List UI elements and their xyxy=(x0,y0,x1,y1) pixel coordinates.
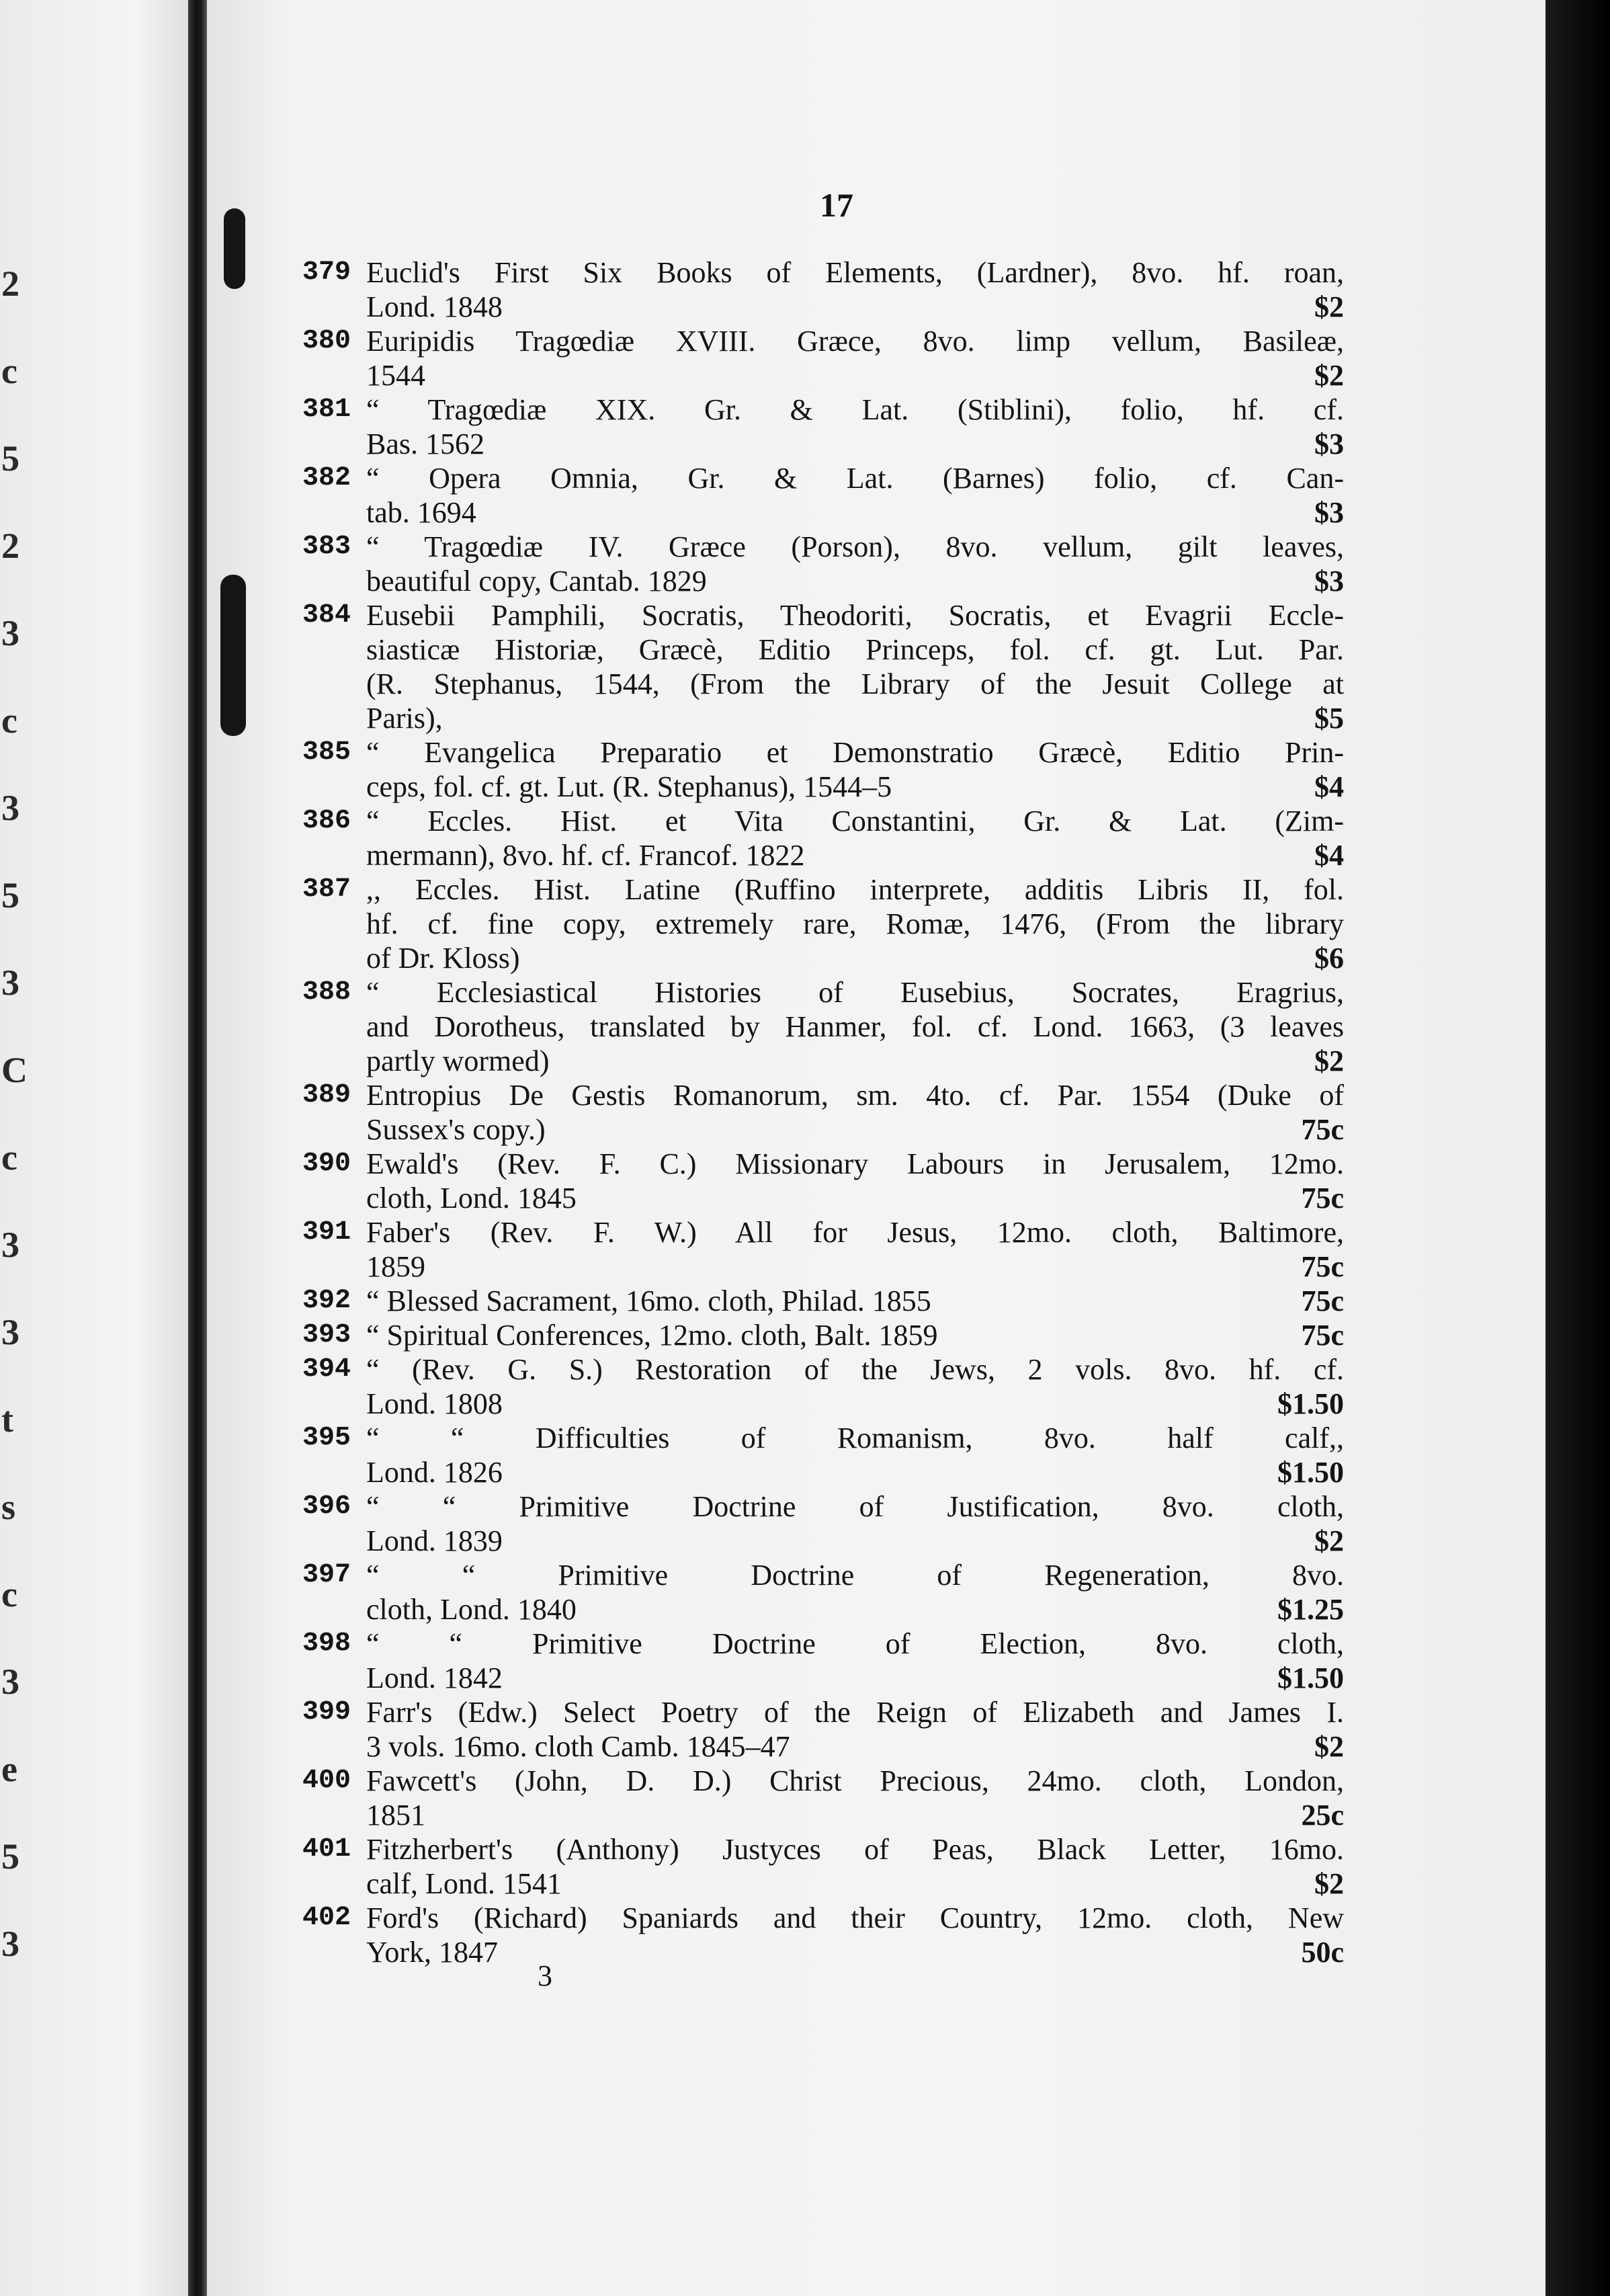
entry-last-text: 1859 xyxy=(366,1250,425,1283)
entry-text-line: “ “ Primitive Doctrine of Justification, 8vo. cloth, xyxy=(366,1490,1344,1523)
entry-last-text: mermann), 8vo. hf. cf. Francof. 1822 xyxy=(366,839,805,872)
entry-last-text: beautiful copy, Cantab. 1829 xyxy=(366,565,707,598)
entry-price: $2 xyxy=(1314,1730,1344,1763)
entry-number: 392 xyxy=(302,1286,351,1316)
catalog-entry xyxy=(302,1284,1344,1318)
entry-price: $1.50 xyxy=(1277,1456,1344,1489)
entry-text-line: “ Tragœdiæ IV. Græce (Porson), 8vo. vellum, gilt leaves, xyxy=(366,530,1344,563)
entry-number: 399 xyxy=(302,1697,351,1727)
catalog-entry xyxy=(302,461,1344,530)
entry-price: $1.25 xyxy=(1277,1593,1344,1626)
entry-text-line: Eusebii Pamphili, Socratis, Theodoriti, Socratis, et Evagrii Eccle- xyxy=(366,599,1344,632)
entry-text-line: hf. cf. fine copy, extremely rare, Romæ, 1476, (From the library xyxy=(366,907,1344,940)
entry-text-line: Fitzherbert's (Anthony) Justyces of Peas, Black Letter, 16mo. xyxy=(366,1833,1344,1866)
entry-number: 388 xyxy=(302,977,351,1008)
entry-number: 384 xyxy=(302,600,351,630)
catalog-entry xyxy=(302,1832,1344,1901)
entry-last-text: Paris), xyxy=(366,702,443,735)
entry-last-line xyxy=(366,290,1344,324)
entry-last-line xyxy=(366,1729,1344,1764)
entry-last-line xyxy=(366,1524,1344,1558)
entry-text-line: “ “ Primitive Doctrine of Regeneration, 8vo. xyxy=(366,1559,1344,1592)
facing-page-character: 3 xyxy=(1,788,19,828)
catalog-entry xyxy=(302,1421,1344,1489)
entry-last-text: partly wormed) xyxy=(366,1044,550,1077)
entry-last-line xyxy=(366,941,1344,975)
entry-text-line: and Dorotheus, translated by Hanmer, fol. cf. Lond. 1663, (3 leaves xyxy=(366,1010,1344,1043)
entry-text-line: Farr's (Edw.) Select Poetry of the Reign of Elizabeth and James I. xyxy=(366,1696,1344,1729)
entry-price: 25c xyxy=(1301,1799,1344,1832)
entry-price: $3 xyxy=(1314,496,1344,529)
entry-last-line xyxy=(366,838,1344,872)
entry-last-text: cloth, Lond. 1845 xyxy=(366,1182,577,1215)
catalog-entry xyxy=(302,1901,1344,1969)
entry-last-text: of Dr. Kloss) xyxy=(366,942,520,975)
facing-page-character: c xyxy=(1,1137,17,1178)
catalog-entry xyxy=(302,324,1344,393)
entry-text-line: “ “ Difficulties of Romanism, 8vo. half calf,, xyxy=(366,1422,1344,1454)
facing-page-character: C xyxy=(1,1050,28,1090)
facing-page-character: e xyxy=(1,1749,17,1789)
entry-number: 397 xyxy=(302,1560,351,1590)
catalog-entry xyxy=(302,1078,1344,1147)
entry-last-line xyxy=(366,1318,1344,1352)
entry-last-text: 1851 xyxy=(366,1799,425,1832)
entry-price: 75c xyxy=(1301,1319,1344,1352)
entry-last-line xyxy=(366,1387,1344,1421)
ink-smudge xyxy=(220,575,246,736)
entry-text-line: Faber's (Rev. F. W.) All for Jesus, 12mo. cloth, Baltimore, xyxy=(366,1216,1344,1249)
entry-text-line: Fawcett's (John, D. D.) Christ Precious, 24mo. cloth, London, xyxy=(366,1764,1344,1797)
entry-number: 400 xyxy=(302,1766,351,1796)
entry-number: 394 xyxy=(302,1354,351,1385)
catalog-entry xyxy=(302,530,1344,598)
facing-page-character: 2 xyxy=(1,526,19,566)
entry-price: $2 xyxy=(1314,1867,1344,1900)
catalog-entries xyxy=(302,255,1344,1969)
catalog-entry xyxy=(302,1147,1344,1215)
entry-text-line: ,, Eccles. Hist. Latine (Ruffino interprete, additis Libris II, fol. xyxy=(366,873,1344,906)
entry-text-line: “ Tragœdiæ XIX. Gr. & Lat. (Stiblini), folio, hf. cf. xyxy=(366,393,1344,426)
entry-last-text: “ Blessed Sacrament, 16mo. cloth, Philad. 1855 xyxy=(366,1284,931,1317)
entry-last-line xyxy=(366,1044,1344,1078)
facing-page-edge xyxy=(0,0,195,2296)
catalog-entry xyxy=(302,598,1344,735)
entry-last-line xyxy=(366,701,1344,735)
catalog-entry xyxy=(302,255,1344,324)
facing-page-character: 3 xyxy=(1,1924,19,1964)
entry-last-line xyxy=(366,495,1344,530)
page-number: 17 xyxy=(820,186,853,224)
entry-price: $4 xyxy=(1314,770,1344,803)
catalog-entry xyxy=(302,1764,1344,1832)
facing-page-character: 3 xyxy=(1,1312,19,1352)
facing-page-character: s xyxy=(1,1487,16,1527)
entry-number: 381 xyxy=(302,395,351,425)
entry-text-line: Ewald's (Rev. F. C.) Missionary Labours in Jerusalem, 12mo. xyxy=(366,1147,1344,1180)
entry-price: $6 xyxy=(1314,942,1344,975)
entry-number: 396 xyxy=(302,1491,351,1522)
catalog-entry xyxy=(302,1627,1344,1695)
catalog-entry xyxy=(302,1695,1344,1764)
entry-last-line xyxy=(366,1592,1344,1627)
facing-page-character: t xyxy=(1,1399,13,1440)
facing-page-character: c xyxy=(1,1574,17,1614)
entry-text-line: Euclid's First Six Books of Elements, (Lardner), 8vo. hf. roan, xyxy=(366,256,1344,289)
page-edge-shadow xyxy=(1545,0,1610,2296)
entry-number: 391 xyxy=(302,1217,351,1247)
entry-price: 75c xyxy=(1301,1250,1344,1283)
entry-number: 382 xyxy=(302,463,351,493)
entry-text-line: “ (Rev. G. S.) Restoration of the Jews, 2 vols. 8vo. hf. cf. xyxy=(366,1353,1344,1386)
entry-price: $1.50 xyxy=(1277,1662,1344,1694)
entry-last-line xyxy=(366,1867,1344,1901)
facing-page-character: 3 xyxy=(1,1225,19,1265)
entry-text-line: Ford's (Richard) Spaniards and their Country, 12mo. cloth, New xyxy=(366,1901,1344,1934)
entry-price: $1.50 xyxy=(1277,1387,1344,1420)
entry-text-line: “ “ Primitive Doctrine of Election, 8vo. cloth, xyxy=(366,1627,1344,1660)
facing-page-character: 2 xyxy=(1,263,19,304)
entry-price: 75c xyxy=(1301,1113,1344,1146)
entry-last-text: calf, Lond. 1541 xyxy=(366,1867,562,1900)
entry-number: 379 xyxy=(302,257,351,288)
entry-number: 393 xyxy=(302,1320,351,1350)
entry-price: $5 xyxy=(1314,702,1344,735)
entry-number: 383 xyxy=(302,532,351,562)
entry-last-line xyxy=(366,1249,1344,1284)
facing-page-character: 3 xyxy=(1,1662,19,1702)
catalog-entry xyxy=(302,1489,1344,1558)
entry-price: 75c xyxy=(1301,1182,1344,1215)
catalog-entry xyxy=(302,1558,1344,1627)
entry-last-line xyxy=(366,1181,1344,1215)
facing-page-character: 5 xyxy=(1,1836,19,1877)
entry-text-line: “ Evangelica Preparatio et Demonstratio Græcè, Editio Prin- xyxy=(366,736,1344,769)
entry-number: 380 xyxy=(302,326,351,356)
facing-page-character: c xyxy=(1,700,17,741)
entry-price: $3 xyxy=(1314,427,1344,460)
entry-price: $2 xyxy=(1314,1044,1344,1077)
entry-last-text: Bas. 1562 xyxy=(366,427,484,460)
entry-last-line xyxy=(366,358,1344,393)
entry-number: 395 xyxy=(302,1423,351,1453)
entry-last-text: Lond. 1842 xyxy=(366,1662,503,1694)
entry-price: $2 xyxy=(1314,1524,1344,1557)
entry-number: 386 xyxy=(302,806,351,836)
entry-last-text: “ Spiritual Conferences, 12mo. cloth, Balt. 1859 xyxy=(366,1319,938,1352)
entry-number: 401 xyxy=(302,1834,351,1864)
catalog-entry xyxy=(302,1318,1344,1352)
catalog-entry xyxy=(302,872,1344,975)
entry-text-line: “ Eccles. Hist. et Vita Constantini, Gr. & Lat. (Zim- xyxy=(366,805,1344,837)
entry-price: $2 xyxy=(1314,290,1344,323)
facing-page-character: 3 xyxy=(1,962,19,1003)
entry-price: $2 xyxy=(1314,359,1344,392)
entry-last-text: York, 1847 xyxy=(366,1936,499,1969)
entry-last-text: Sussex's copy.) xyxy=(366,1113,546,1146)
catalog-entry xyxy=(302,393,1344,461)
book-gutter xyxy=(188,0,207,2296)
signature-mark: 3 xyxy=(538,1959,552,1992)
entry-last-line xyxy=(366,1455,1344,1489)
catalog-entry xyxy=(302,1215,1344,1284)
entry-text-line: “ Opera Omnia, Gr. & Lat. (Barnes) folio, cf. Can- xyxy=(366,462,1344,495)
entry-number: 398 xyxy=(302,1629,351,1659)
entry-text-line: (R. Stephanus, 1544, (From the Library of the Jesuit College at xyxy=(366,667,1344,700)
entry-number: 390 xyxy=(302,1149,351,1179)
entry-price: $3 xyxy=(1314,565,1344,598)
entry-text-line: siasticæ Historiæ, Græcè, Editio Princeps, fol. cf. gt. Lut. Par. xyxy=(366,633,1344,666)
ink-smudge xyxy=(224,208,245,289)
entry-last-text: Lond. 1826 xyxy=(366,1456,503,1489)
catalog-entry xyxy=(302,1352,1344,1421)
entry-last-line xyxy=(366,1284,1344,1318)
entry-last-line xyxy=(366,427,1344,461)
entry-last-line xyxy=(366,770,1344,804)
entry-text-line: “ Ecclesiastical Histories of Eusebius, Socrates, Eragrius, xyxy=(366,976,1344,1009)
facing-page-character: 3 xyxy=(1,613,19,653)
entry-last-line xyxy=(366,1661,1344,1695)
entry-number: 402 xyxy=(302,1903,351,1933)
catalog-entry xyxy=(302,975,1344,1078)
facing-page-character: 5 xyxy=(1,875,19,915)
entry-last-text: 1544 xyxy=(366,359,425,392)
facing-page-character: 5 xyxy=(1,438,19,479)
entry-last-text: Lond. 1839 xyxy=(366,1524,503,1557)
entry-last-text: tab. 1694 xyxy=(366,496,476,529)
entry-number: 389 xyxy=(302,1080,351,1110)
entry-last-line xyxy=(366,564,1344,598)
entry-price: 50c xyxy=(1301,1936,1344,1969)
entry-number: 387 xyxy=(302,874,351,905)
entry-last-text: ceps, fol. cf. gt. Lut. (R. Stephanus), 1544–5 xyxy=(366,770,892,803)
facing-page-character: c xyxy=(1,351,17,391)
entry-text-line: Euripidis Tragœdiæ XVIII. Græce, 8vo. limp vellum, Basileæ, xyxy=(366,325,1344,358)
entry-last-line xyxy=(366,1112,1344,1147)
entry-text-line: Entropius De Gestis Romanorum, sm. 4to. cf. Par. 1554 (Duke of xyxy=(366,1079,1344,1112)
entry-last-line xyxy=(366,1935,1344,1969)
entry-price: $4 xyxy=(1314,839,1344,872)
entry-last-text: Lond. 1808 xyxy=(366,1387,503,1420)
catalog-entry xyxy=(302,735,1344,804)
entry-number: 385 xyxy=(302,737,351,768)
entry-last-text: 3 vols. 16mo. cloth Camb. 1845–47 xyxy=(366,1730,790,1763)
entry-last-text: Lond. 1848 xyxy=(366,290,503,323)
entry-last-text: cloth, Lond. 1840 xyxy=(366,1593,577,1626)
entry-last-line xyxy=(366,1798,1344,1832)
entry-price: 75c xyxy=(1301,1284,1344,1317)
catalog-entry xyxy=(302,804,1344,872)
